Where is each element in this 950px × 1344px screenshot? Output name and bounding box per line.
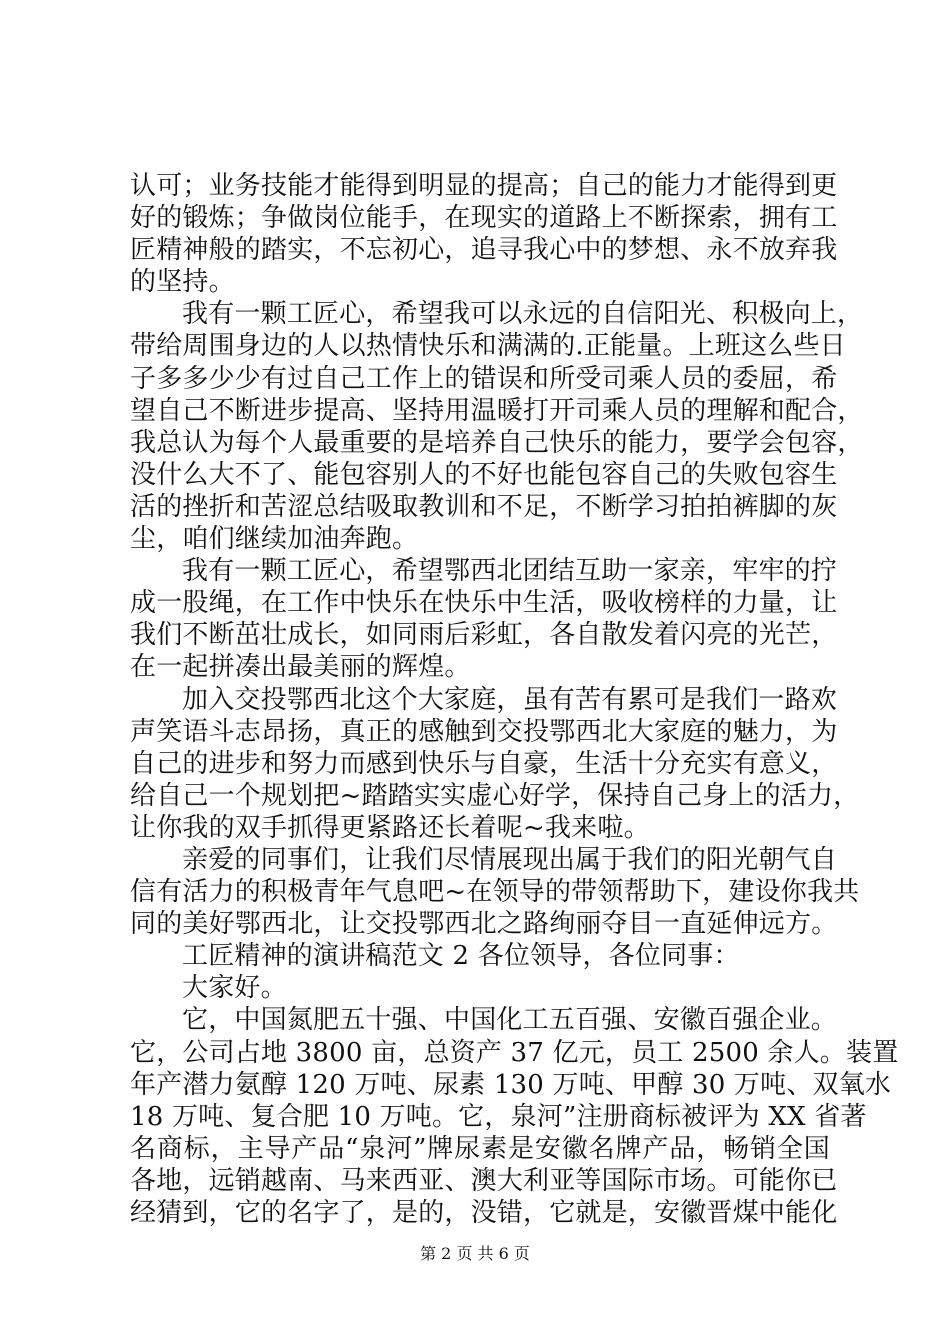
text-line: 各地，远销越南、马来西亚、澳大利亚等国际市场。可能你已 <box>130 1165 838 1196</box>
text-line: 没什么大不了、能包容别人的不好也能包容自己的失败包容生 <box>130 459 838 490</box>
text-line: 18 万吨、复合肥 10 万吨。它，泉河”注册商标被评为 XX 省著 <box>130 1101 867 1132</box>
text-line: 加入交投鄂西北这个大家庭，虽有苦有累可是我们一路欢 <box>182 684 838 715</box>
text-line: 活的挫折和苦涩总结吸取教训和不足，不断学习拍拍裤脚的灰 <box>130 491 838 522</box>
text-line: 带给周围身边的人以热情快乐和满满的.正能量。上班这么些日 <box>130 331 846 362</box>
text-line: 子多多少少有过自己工作上的错误和所受司乘人员的委屈，希 <box>130 363 838 394</box>
text-line: 名商标，主导产品“泉河”牌尿素是安徽名牌产品，畅销全国 <box>130 1133 830 1164</box>
text-line: 匠精神般的踏实，不忘初心，追寻我心中的梦想、永不放弃我 <box>130 235 838 266</box>
text-line: 经猜到，它的名字了，是的，没错，它就是，安徽晋煤中能化 <box>130 1198 838 1228</box>
text-line: 大家好。 <box>182 973 287 1004</box>
text-line: 给自己一个规划把~踏踏实实虚心好学，保持自己身上的活力， <box>130 780 860 811</box>
text-line: 在一起拼凑出最美丽的辉煌。 <box>130 652 471 683</box>
text-line: 它，中国氮肥五十强、中国化工五百强、安徽百强企业。 <box>182 1005 838 1036</box>
text-line: 成一股绳，在工作中快乐在快乐中生活，吸收榜样的力量，让 <box>130 588 838 619</box>
text-line: 信有活力的积极青年气息吧~在领导的带领帮助下，建设你我共 <box>130 877 860 908</box>
text-line: 声笑语斗志昂扬，真正的感触到交投鄂西北大家庭的魅力，为 <box>130 716 838 747</box>
text-line: 的坚持。 <box>130 267 235 298</box>
page-footer: 第 2 页 共 6 页 <box>420 1244 530 1263</box>
text-line: 尘，咱们继续加油奔跑。 <box>130 524 419 555</box>
text-line: 自己的进步和努力而感到快乐与自豪，生活十分充实有意义， <box>130 748 838 779</box>
text-line: 我有一颗工匠心，希望鄂西北团结互助一家亲，牢牢的拧 <box>182 556 838 587</box>
text-line: 同的美好鄂西北，让交投鄂西北之路绚丽夺目一直延伸远方。 <box>130 909 838 940</box>
text-line: 亲爱的同事们，让我们尽情展现出属于我们的阳光朝气自 <box>182 844 838 875</box>
text-line: 好的锻炼；争做岗位能手，在现实的道路上不断探索，拥有工 <box>130 203 838 234</box>
text-line: 工匠精神的演讲稿范文 2 各位领导，各位同事： <box>182 941 740 972</box>
text-line: 年产潜力氨醇 120 万吨、尿素 130 万吨、甲醇 30 万吨、双氧水 <box>130 1069 892 1100</box>
text-line: 我们不断茁壮成长，如同雨后彩虹，各自散发着闪亮的光芒， <box>130 620 838 651</box>
document-body <box>130 170 899 1229</box>
text-line: 认可；业务技能才能得到明显的提高；自己的能力才能得到更 <box>130 171 838 201</box>
text-line: 我有一颗工匠心，希望我可以永远的自信阳光、积极向上， <box>182 299 864 330</box>
text-line: 望自己不断进步提高、坚持用温暖打开司乘人员的理解和配合， <box>130 395 864 426</box>
text-line: 让你我的双手抓得更紧路还长着呢~我来啦。 <box>130 812 650 843</box>
text-line: 它，公司占地 3800 亩，总资产 37 亿元，员工 2500 余人。装置 <box>130 1037 899 1068</box>
text-line: 我总认为每个人最重要的是培养自己快乐的能力，要学会包容， <box>130 427 864 458</box>
